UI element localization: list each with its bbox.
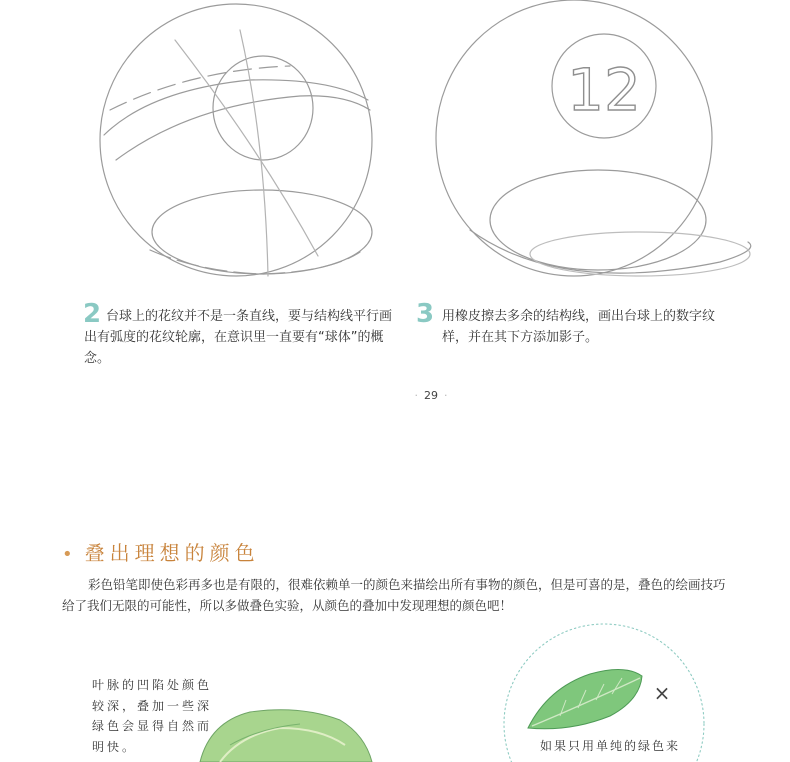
- bullet-icon: •: [62, 544, 73, 565]
- intro-line: 给了我们无限的可能性，所以多做叠色实验，从颜色的叠加中发现理想的颜色吧！: [62, 598, 513, 613]
- green-leaf-illustration-small: [528, 669, 642, 728]
- intro-line: 彩色铅笔即使色彩再多也是有限的，很难依赖单一的颜色来描绘出所有事物的颜色，但是可喜的是，叠色的绘画技巧: [88, 577, 726, 592]
- billiard-ball-sketch-step-2: [100, 4, 372, 276]
- section-title: [62, 537, 260, 566]
- wrong-x-mark: ×: [653, 681, 671, 705]
- step-text: 用橡皮擦去多余的结构线，画出台球上的数字纹样，并在其下方添加影子。: [442, 309, 716, 345]
- step-number: 3: [416, 299, 435, 329]
- step-number: 2: [83, 299, 102, 329]
- page-number: · 29 ·: [0, 389, 790, 402]
- step-text: 台球上的花纹并不是一条直线，要与结构线平行画出有弧度的花纹轮廓，在意识里一直要有“球体”的概念。: [84, 309, 393, 366]
- billiard-ball-sketch-step-3: [436, 0, 751, 276]
- ball-number-12: 12: [567, 56, 641, 124]
- single-green-note: 如果只用单纯的绿色来: [540, 739, 681, 753]
- step-2-caption: [83, 299, 402, 369]
- leaf-vein-note: 叶脉的凹陷处颜色较深，叠加一些深绿色会显得自然而明快。: [92, 678, 213, 754]
- section-title-text: 叠出理想的颜色: [84, 541, 260, 565]
- green-leaf-illustration-large: [200, 710, 372, 762]
- step-3-caption: [416, 299, 736, 348]
- section-intro: [62, 574, 726, 616]
